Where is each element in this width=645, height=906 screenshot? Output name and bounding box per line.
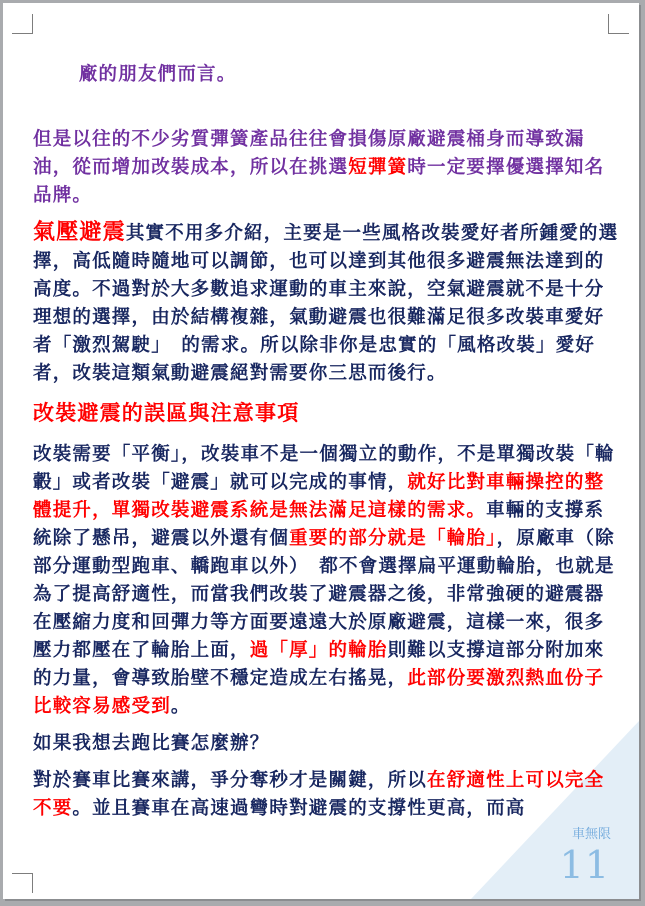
highlight-text: 此部份要激烈熱血份子比較容易感受到: [33, 668, 605, 717]
text-run: 但是以往的不少劣質彈簧產品往往會損傷原廠避震桶身而導致漏油，從而增加改裝成本，所以在挑選: [33, 129, 585, 178]
page-number: 11: [559, 843, 610, 887]
paragraph-racing-question: [33, 730, 623, 758]
text-run: 廠的朋友們而言。: [78, 64, 237, 85]
text-run: 如果我想去跑比賽怎麼辦？: [33, 733, 270, 754]
highlight-air-suspension: 氣壓避震: [33, 220, 126, 245]
paragraph-balance: [33, 441, 623, 721]
page-content: [33, 33, 623, 832]
footer-brand: 車無限: [571, 827, 611, 842]
text-run: 。: [170, 696, 191, 717]
text-run: 時一定要擇優選擇知名品牌。: [33, 157, 605, 206]
text-run: 其實不用多介紹，主要是一些風格改裝愛好者所鍾愛的選擇，高低隨時隨地可以調節，也可以達到其他很多避震無法達到的高度。不過對於大多數追求運動的車主來說，空氣避震就不是十分理想的選擇，由於結構複雜，氣動避震也很難滿足很多改裝車愛好者「激烈駕駛」 的需求。所以除非你是忠實的「風格改裝」愛好者，改裝這類氣動避震絕對需要你三思而後行。: [33, 223, 619, 384]
highlight-text: 就好比對車輛操控的整體提升，單獨改裝避震系統是無法滿足這樣的需求。: [33, 472, 605, 521]
crop-mark-top-left: [12, 14, 33, 34]
highlight-text: 重要的部分就是「輪胎」: [289, 528, 497, 549]
highlight-short-spring: 短彈簧: [348, 157, 408, 178]
text-run: 。並且賽車在高速過彎時對避震的支撐性更高，而高: [72, 798, 526, 819]
text-run: 改裝需要「平衡」，改裝車不是一個獨立的動作，不是單獨改裝「輪轂」或者改裝「避震」就可以完成的事情，: [33, 444, 615, 493]
highlight-text: 過「厚」的輪胎: [249, 640, 388, 661]
section-heading: 改裝避震的誤區與注意事項: [33, 401, 300, 425]
paragraph-intro-end: [33, 33, 623, 117]
paragraph-racing-answer: [33, 767, 623, 823]
paragraph-air-suspension: [33, 219, 623, 388]
text-run: 對於賽車比賽來講，爭分奪秒才是關鍵，所以: [33, 770, 428, 791]
text-run: 車輛的支撐系統除了懸吊，避震以外還有個: [33, 500, 605, 549]
text-run: 則難以支撐這部分附加來的力量，會導致胎壁不穩定造成左右搖晃，: [33, 640, 605, 689]
crop-mark-top-right: [608, 14, 629, 34]
document-page: [3, 3, 639, 899]
paragraph-spring-warning: [33, 126, 623, 210]
text-run: ，原廠車（除部分運動型跑車、轎跑車以外） 都不會選擇扁平運動輪胎，也就是為了提高舒適性，而當我們改裝了避震器之後，非常強硬的避震器在壓縮力度和回彈力等方面要遠遠大於原廠避震，這樣一來，很多壓力都壓在了輪胎上面，: [33, 528, 615, 661]
highlight-text: 在舒適性上可以完全不要: [33, 770, 605, 819]
crop-mark-bottom-left: [12, 873, 33, 893]
